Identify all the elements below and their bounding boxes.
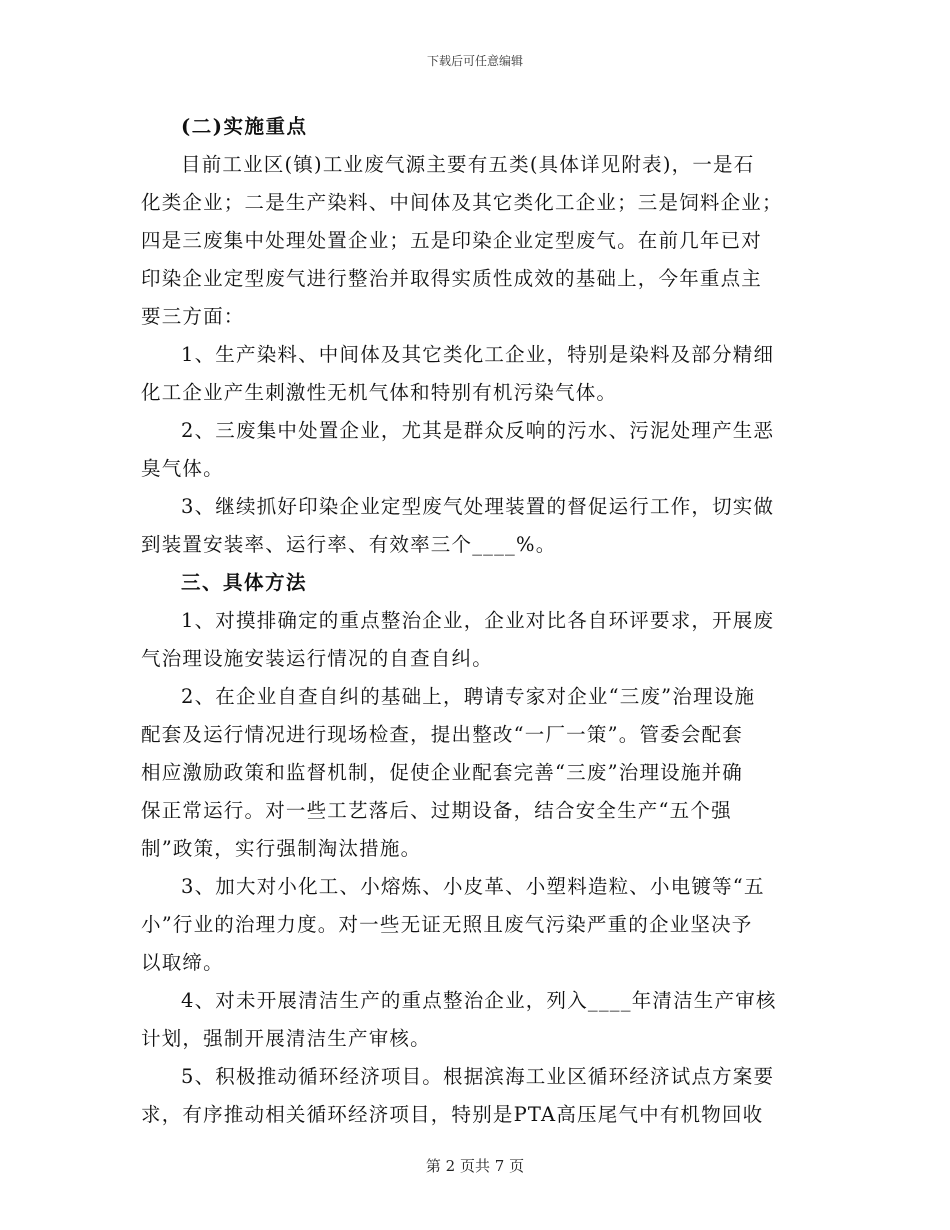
paragraph-line: 要三方面： (141, 305, 245, 328)
paragraph-line: 印染企业定型废气进行整治并取得实质性成效的基础上，今年重点主 (141, 267, 763, 290)
list-item-line: 5、积极推动循环经济项目。根据滨海工业区循环经济试点方案要 (181, 1065, 775, 1088)
list-item-line: 气治理设施安装运行情况的自查自纠。 (141, 647, 493, 670)
section-heading-methods: 三、具体方法 (181, 571, 308, 594)
list-item-line: 保正常运行。对一些工艺落后、过期设备，结合安全生产“五个强 (141, 799, 732, 822)
page-footer: 第 2 页共 7 页 (425, 1157, 525, 1175)
list-item-line: 相应激励政策和监督机制，促使企业配套完善“三废”治理设施并确 (141, 761, 743, 784)
list-item-line: 1、对摸排确定的重点整治企业，企业对比各自环评要求，开展废 (181, 609, 775, 632)
list-item-line: 小”行业的治理力度。对一些无证无照且废气污染严重的企业坚决予 (141, 913, 753, 936)
list-item-line: 求，有序推动相关循环经济项目，特别是PTA高压尾气中有机物回收 (141, 1103, 764, 1126)
list-item-line: 计划，强制开展清洁生产审核。 (141, 1027, 431, 1050)
paragraph-line: 化类企业；二是生产染料、中间体及其它类化工企业；三是饲料企业； (141, 191, 783, 214)
paragraph-line: 目前工业区(镇)工业废气源主要有五类(具体详见附表)，一是石 (181, 153, 755, 176)
list-item-line: 3、继续抓好印染企业定型废气处理装置的督促运行工作，切实做 (181, 495, 775, 518)
document-body (141, 108, 811, 1134)
list-item-line: 臭气体。 (141, 457, 224, 480)
list-item-line: 1、生产染料、中间体及其它类化工企业，特别是染料及部分精细 (181, 343, 775, 366)
list-item-line: 配套及运行情况进行现场检查，提出整改“一厂一策”。管委会配套 (141, 723, 743, 746)
page-header: 下载后可任意编辑 (426, 54, 523, 68)
paragraph-line: 四是三废集中处理处置企业；五是印染企业定型废气。在前几年已对 (141, 229, 763, 252)
list-item-line: 以取缔。 (141, 951, 224, 974)
section-heading-implementation-focus: (二)实施重点 (181, 115, 308, 138)
list-item-line: 4、对未开展清洁生产的重点整治企业，列入____年清洁生产审核 (181, 989, 777, 1012)
list-item-line: 制”政策，实行强制淘汰措施。 (141, 837, 422, 860)
list-item-line: 到装置安装率、运行率、有效率三个____%。 (141, 533, 557, 556)
list-item-line: 化工企业产生刺激性无机气体和特别有机污染气体。 (141, 381, 618, 404)
list-item-line: 2、三废集中处置企业，尤其是群众反响的污水、污泥处理产生恶 (181, 419, 775, 442)
list-item-line: 3、加大对小化工、小熔炼、小皮革、小塑料造粒、小电镀等“五 (181, 875, 765, 898)
list-item-line: 2、在企业自查自纠的基础上，聘请专家对企业“三废”治理设施 (181, 685, 756, 708)
